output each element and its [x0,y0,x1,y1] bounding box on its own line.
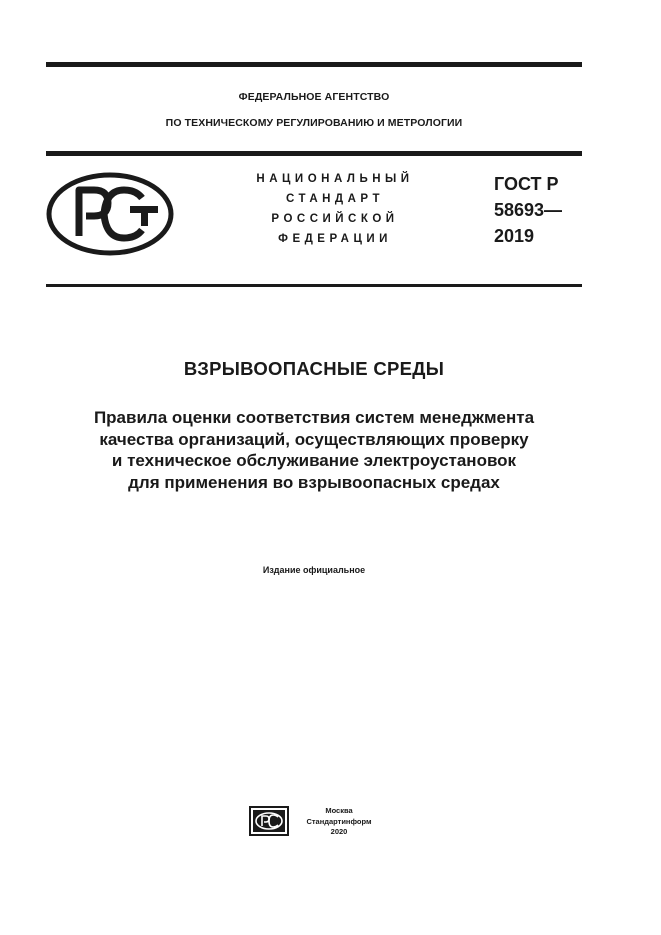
edition-label: Издание официальное [262,565,366,575]
standard-type-line-3: РОССИЙСКОЙ [271,213,399,225]
subtitle-line-3: и техническое обслуживание электроустановок [111,451,517,470]
subtitle-line-1: Правила оценки соответствия систем менеджмента [93,408,535,427]
standard-code-line-1: ГОСТ Р [494,174,559,194]
standard-type-line-2: СТАНДАРТ [286,193,384,205]
document-subtitle [46,407,582,493]
publisher-name: Стандартинформ [306,816,372,826]
agency-line-2: ПО ТЕХНИЧЕСКОМУ РЕГУЛИРОВАНИЮ И МЕТРОЛОГИИ [165,117,463,129]
header-rule [46,151,582,156]
agency-line-1: ФЕДЕРАЛЬНОЕ АГЕНТСТВО [238,91,390,103]
top-rule [46,62,582,67]
subtitle-line-2: качества организаций, осуществляющих проверку [99,429,529,449]
publisher-block [296,806,382,838]
divider-rule [46,284,582,287]
standard-code-line-3: 2019 [494,226,535,246]
standartinform-logo-icon [249,806,289,836]
subtitle-line-4: для применения во взрывоопасных средах [128,472,500,492]
document-title: ВЗРЫВООПАСНЫЕ СРЕДЫ [183,358,445,379]
publisher-city: Москва [325,806,353,815]
standard-type-line-1: НАЦИОНАЛЬНЫЙ [256,173,414,185]
publisher-year: 2020 [330,827,348,836]
rst-gost-emblem-icon [46,172,174,256]
standard-code-line-2: 58693— [494,200,563,220]
standard-type-line-4: ФЕДЕРАЦИИ [278,233,392,245]
